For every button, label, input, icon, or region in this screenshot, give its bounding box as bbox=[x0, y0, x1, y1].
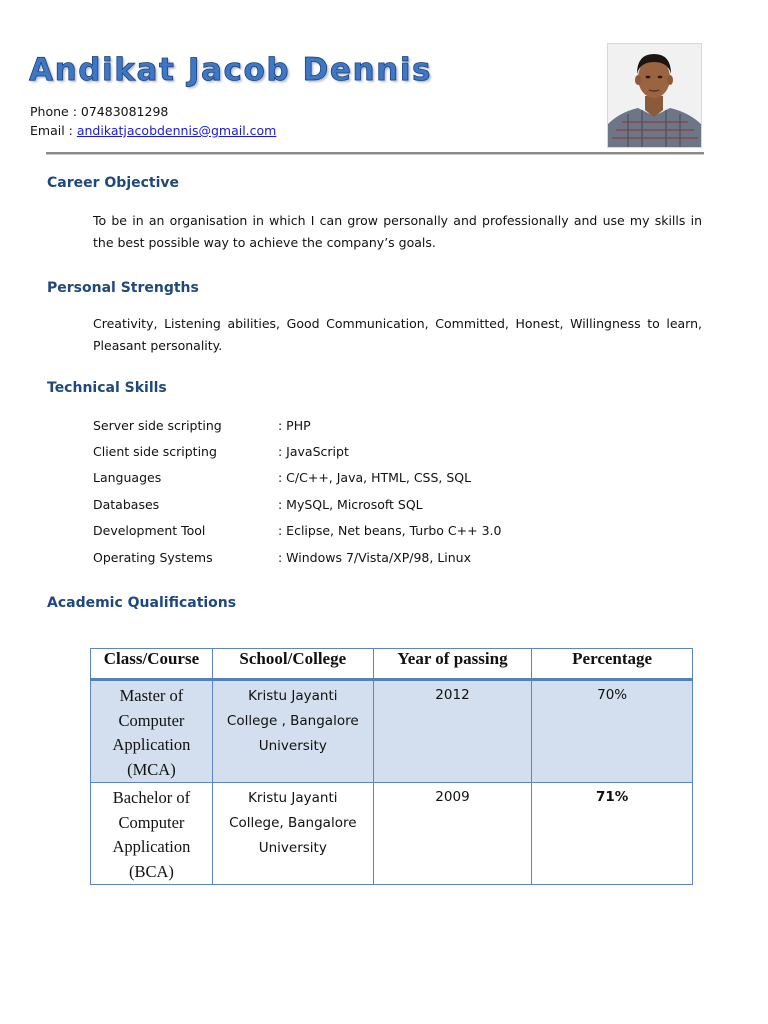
skill-label: Databases bbox=[93, 497, 160, 512]
skill-value: : C/C++, Java, HTML, CSS, SQL bbox=[278, 470, 472, 485]
column-header: Year of passing bbox=[373, 649, 532, 680]
profile-photo bbox=[607, 43, 702, 148]
course-cell bbox=[91, 680, 213, 783]
college-line: Kristu Jayanti bbox=[248, 688, 338, 704]
skill-value: : PHP bbox=[278, 418, 311, 433]
resume-name: Andikat Jacob Dennis bbox=[29, 52, 433, 88]
skill-value: : JavaScript bbox=[278, 444, 349, 459]
skill-label: Server side scripting bbox=[93, 418, 222, 433]
college-cell bbox=[212, 680, 373, 783]
course-line: (MCA) bbox=[127, 759, 176, 779]
header-divider bbox=[46, 152, 704, 154]
year-cell: 2009 bbox=[373, 783, 532, 885]
phone-line bbox=[30, 104, 168, 119]
personal-strengths-heading: Personal Strengths bbox=[47, 280, 199, 296]
career-objective-heading: Career Objective bbox=[47, 175, 180, 191]
technical-skills-heading: Technical Skills bbox=[47, 380, 167, 396]
skill-value: : Eclipse, Net beans, Turbo C++ 3.0 bbox=[278, 523, 502, 538]
column-header: School/College bbox=[212, 649, 373, 680]
email-line bbox=[30, 123, 276, 138]
college-line: College , Bangalore bbox=[226, 713, 359, 729]
college-cell bbox=[212, 783, 373, 885]
email-link[interactable]: andikatjacobdennis@gmail.com bbox=[76, 123, 277, 138]
course-line: Application bbox=[112, 735, 191, 754]
phone-number: 07483081298 bbox=[80, 104, 169, 119]
course-line: Bachelor of bbox=[112, 788, 191, 807]
qualifications-table bbox=[90, 648, 693, 885]
phone-label: Phone : bbox=[30, 104, 81, 119]
percentage-cell: 70% bbox=[532, 680, 693, 783]
personal-strengths-text: Creativity, Listening abilities, Good Communication, Committed, Honest, Willingness to learn, Pleasant personality. bbox=[93, 316, 702, 353]
college-line: University bbox=[258, 840, 327, 856]
skill-label: Languages bbox=[93, 470, 162, 485]
course-line: Computer bbox=[118, 812, 185, 832]
skill-label: Development Tool bbox=[93, 523, 206, 538]
column-header: Percentage bbox=[532, 649, 693, 680]
course-line: (BCA) bbox=[128, 861, 174, 881]
college-line: University bbox=[258, 738, 327, 754]
skill-value: : MySQL, Microsoft SQL bbox=[278, 497, 423, 512]
college-line: Kristu Jayanti bbox=[248, 790, 338, 806]
career-objective-text: To be in an organisation in which I can grow personally and professionally and use my skills in the best possible way to achieve the company’s goals. bbox=[93, 213, 702, 250]
academic-qualifications-heading: Academic Qualifications bbox=[47, 595, 237, 611]
skill-label: Operating Systems bbox=[93, 550, 213, 565]
table-row bbox=[91, 680, 693, 783]
course-line: Application bbox=[112, 837, 191, 856]
college-line: College, Bangalore bbox=[229, 815, 357, 831]
skill-value: : Windows 7/Vista/XP/98, Linux bbox=[278, 550, 471, 565]
year-cell: 2012 bbox=[373, 680, 532, 783]
portrait-photo-icon bbox=[608, 44, 701, 147]
course-line: Master of bbox=[119, 686, 184, 705]
course-line: Computer bbox=[118, 710, 185, 730]
skill-label: Client side scripting bbox=[93, 444, 217, 459]
column-header: Class/Course bbox=[91, 649, 213, 680]
course-cell bbox=[91, 783, 213, 885]
percentage-cell: 71% bbox=[532, 783, 693, 885]
table-row bbox=[91, 783, 693, 885]
table-header-row bbox=[91, 649, 693, 680]
email-label: Email : bbox=[30, 123, 77, 138]
